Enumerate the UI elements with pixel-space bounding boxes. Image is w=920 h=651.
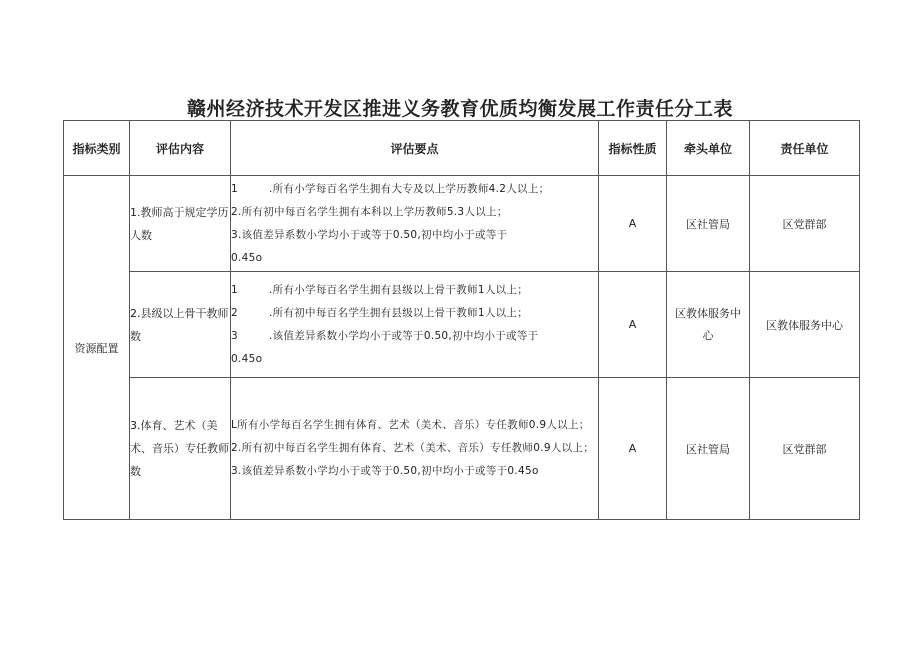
responsibility-table bbox=[63, 120, 860, 520]
header-category: 指标类别 bbox=[64, 121, 130, 176]
table-row bbox=[64, 272, 860, 378]
header-content: 评估内容 bbox=[130, 121, 231, 176]
point-item: 3.该值差异系数小学均小于或等于0.50,初中均小于或等于0.45o bbox=[231, 465, 539, 477]
point-item: 3.该值差异系数小学均小于或等于0.50,初中均小于或等于 bbox=[231, 228, 508, 241]
point-item: L所有小学每百名学生拥有体育、艺术（美术、音乐）专任教师0.9人以上； bbox=[231, 419, 590, 431]
point-item: 2.所有初中每百名学生拥有本科以上学历教师5.3人以上； bbox=[231, 205, 508, 218]
points-cell bbox=[231, 272, 599, 378]
header-lead-unit: 牵头单位 bbox=[667, 121, 750, 176]
table-header-row bbox=[64, 121, 860, 176]
point-item: 2.所有初中每百名学生拥有体育、艺术（美术、音乐）专任教师0.9人以上； bbox=[231, 442, 595, 454]
point-item: 1 .所有小学每百名学生拥有大专及以上学历教师4.2人以上； bbox=[231, 182, 550, 195]
lead-unit-cell: 区教体服务中心 bbox=[667, 272, 750, 378]
nature-cell: A bbox=[599, 176, 667, 272]
table-row bbox=[64, 176, 860, 272]
nature-cell: A bbox=[599, 272, 667, 378]
point-item: 3 .该值差异系数小学均小于或等于0.50,初中均小于或等于 bbox=[231, 329, 539, 342]
points-cell bbox=[231, 176, 599, 272]
responsible-unit-cell: 区党群部 bbox=[750, 176, 860, 272]
content-cell: 2.县级以上骨干教师数 bbox=[130, 272, 231, 378]
category-cell: 资源配置 bbox=[64, 176, 130, 520]
responsible-unit-cell: 区教体服务中心 bbox=[750, 272, 860, 378]
content-cell: 1.教师高于规定学历人数 bbox=[130, 176, 231, 272]
page-title: 赣州经济技术开发区推进义务教育优质均衡发展工作责任分工表 bbox=[186, 98, 733, 120]
point-item-continuation: 0.45o bbox=[231, 352, 263, 365]
point-item: 1 .所有小学每百名学生拥有县级以上骨干教师1人以上； bbox=[231, 283, 529, 296]
nature-cell: A bbox=[599, 378, 667, 520]
point-item: 2 .所有初中每百名学生拥有县级以上骨干教师1人以上； bbox=[231, 306, 529, 319]
header-nature: 指标性质 bbox=[599, 121, 667, 176]
point-item-continuation: 0.45o bbox=[231, 251, 263, 264]
header-points: 评估要点 bbox=[231, 121, 599, 176]
points-cell bbox=[231, 378, 599, 520]
lead-unit-cell: 区社管局 bbox=[667, 378, 750, 520]
responsible-unit-cell: 区党群部 bbox=[750, 378, 860, 520]
content-cell: 3.体育、艺术（美术、音乐）专任教师数 bbox=[130, 378, 231, 520]
header-responsible-unit: 责任单位 bbox=[750, 121, 860, 176]
lead-unit-cell: 区社管局 bbox=[667, 176, 750, 272]
table-row bbox=[64, 378, 860, 520]
